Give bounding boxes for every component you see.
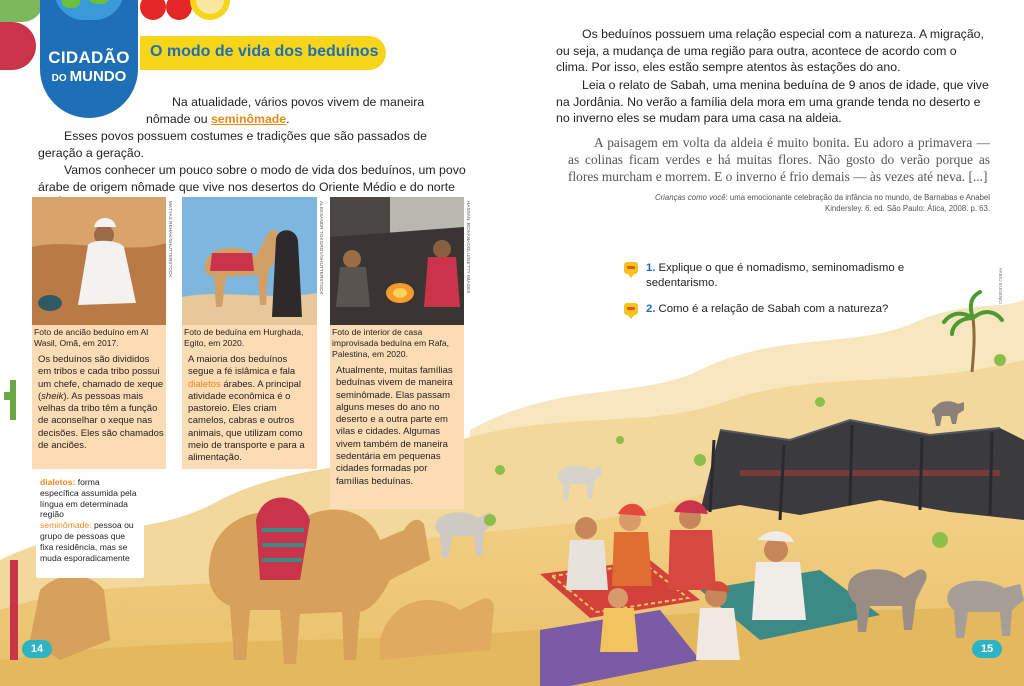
intro-paragraph-2: Esses povos possuem costumes e tradições que são passados de geração a geração. xyxy=(38,129,427,160)
page-number-right: 15 xyxy=(972,640,1002,658)
glossary-term: dialetos: xyxy=(40,477,76,487)
speech-bubble-icon xyxy=(624,303,638,315)
intro-paragraph-1: Na atualidade, vários povos vivem de maneira nômade ou seminômade. xyxy=(146,95,425,126)
question-2: 2. Como é a relação de Sabah com a natureza? xyxy=(646,303,889,315)
section-badge xyxy=(40,0,138,118)
photo-bedouin-elder xyxy=(32,197,166,325)
glossary-term: seminômade: xyxy=(40,520,92,531)
card-text: Atualmente, muitas famílias beduínas vivem de maneira seminômade. Elas passam alguns meses do ano no deserto e a outra parte em vilas e cidades. Algumas vivem também de maneira sedentária em pequenas cidades formadas por famílias beduínas. xyxy=(336,365,453,487)
intro-paragraph-3: Vamos conhecer um pouco sobre o modo de vida dos beduínos, um povo árabe de origem nômade que vive nos desertos do Oriente Médio e do norte xyxy=(38,163,466,194)
glossary-term-dialetos[interactable]: dialetos xyxy=(188,378,221,390)
page-title: O modo de vida dos beduínos xyxy=(150,43,379,60)
photo-caption: Foto de interior de casa improvisada beduína em Rafa, Palestina, em 2020. xyxy=(332,327,450,359)
glossary-term-seminomade[interactable]: seminômade xyxy=(210,111,287,126)
globe-icon xyxy=(54,0,124,20)
photo-credit: ALEKSANDR TOKOROV/SHUTTERSTOCK xyxy=(319,201,324,295)
card-text: A maioria dos beduínos segue a fé islâmica e fala dialetos árabes. A principal atividade econômica é o pastoreio. Eles criam camelos, cabras e outros animais, que utilizam como meio de transporte e para a alimentação. xyxy=(188,354,305,464)
photo-card-woman xyxy=(182,197,324,469)
photo-card-elder xyxy=(32,197,173,469)
photo-card-house xyxy=(330,197,471,509)
page-number-left: 14 xyxy=(22,640,52,658)
sabah-quote: A paisagem em volta da aldeia é muito bonita. Eu adoro a primavera — as colinas ficam verdes e há muitas flores. Não gosto do verão porque as flores murcham e morrem. E o inverno é frio demais — às vezes até neva. [...] xyxy=(568,135,990,184)
badge-line2: DO MUNDO xyxy=(51,68,127,85)
photo-credit: MATYAS REHAK/SHUTTERSTOCK xyxy=(168,201,173,278)
illustration-credit: FABIO EUGENIO xyxy=(998,268,1003,304)
glossary-box: dialetos: forma específica assumida pela língua em determinada região seminômade: pessoa ou grupo de pessoas que fixa residência, mas se muda esporadicamente xyxy=(36,474,144,578)
photo-caption: Foto de beduína em Hurghada, Egito, em 2020. xyxy=(184,327,304,348)
quote-source: Crianças como você: uma emocionante celebração da infância no mundo, de Barnabas e Anabel Kindersley. 6. ed. São Paulo: Ática, 2008. p. 63. xyxy=(654,193,990,213)
speech-bubble-icon xyxy=(624,262,638,274)
question-1: 1. Explique o que é nomadismo, seminomadismo e sedentarismo. xyxy=(646,262,905,289)
card-text: Os beduínos são divididos em tribos e cada tribo possui um chefe, chamado de xeque (sheik). As pessoas mais velhas da tribo têm a função de aconselhar o xeque nas decisões. Eles são chamados de anciões. xyxy=(38,354,164,452)
badge-line1: CIDADÃO xyxy=(48,48,130,67)
photo-credit: HASSAN JEDI/ANADOLU/GETTY IMAGES xyxy=(466,201,471,294)
photo-bedouin-woman xyxy=(182,197,317,325)
photo-bedouin-house xyxy=(330,197,464,325)
right-paragraph-1: Os beduínos possuem uma relação especial com a natureza. A migração, ou seja, a mudança de uma região para outra, acontece de acordo com o clima. Por isso, eles estão sempre atentos às estações do ano. xyxy=(556,27,984,75)
right-paragraph-2: Leia o relato de Sabah, uma menina beduína de 9 anos de idade, que vive na Jordânia. No verão a família dela mora em uma grande tenda no deserto e no inverno eles se mudam para uma casa na aldeia. xyxy=(556,78,989,126)
photo-caption: Foto de ancião beduíno em Al Wasil, Omã, em 2017. xyxy=(34,327,149,348)
title-bar xyxy=(140,36,386,70)
